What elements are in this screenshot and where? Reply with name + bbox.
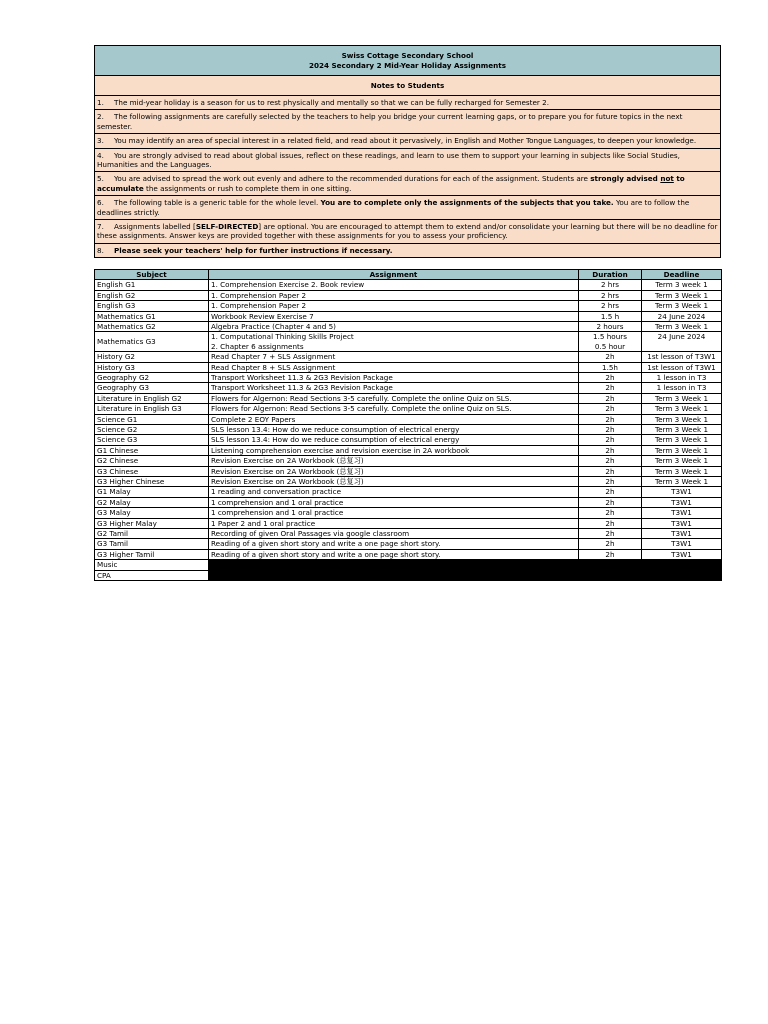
table-row [95, 497, 722, 507]
document-title: 2024 Secondary 2 Mid-Year Holiday Assignments [309, 60, 506, 70]
cell-assignment [209, 372, 579, 382]
cell-deadline: Term 3 week 1 [642, 280, 722, 290]
cell-assignment [209, 280, 579, 290]
duration-line: 2h [605, 424, 615, 434]
note-row [95, 172, 721, 196]
cell-duration [579, 372, 642, 382]
assignment-line: SLS lesson 13.4: How do we reduce consumption of electrical energy [211, 435, 460, 445]
assignment-sheet [94, 45, 721, 581]
assignment-line: 1 reading and conversation practice [211, 487, 342, 497]
duration-line: 2h [605, 445, 615, 455]
cell-duration [579, 321, 642, 331]
assignment-line: 1. Comprehension Paper 2 [211, 301, 307, 311]
sheet-title [95, 46, 721, 76]
table-row [95, 487, 722, 497]
cell-subject: G1 Chinese [95, 445, 209, 455]
cell-assignment [209, 301, 579, 311]
table-row [95, 311, 722, 321]
note-text: You are to follow the deadlines strictly. [97, 198, 690, 217]
assignment-line: 1. Computational Thinking Skills Project [211, 332, 354, 342]
cell-deadline: T3W1 [642, 497, 722, 507]
note-text: You are strongly advised to read about global issues, reflect on these readings, and learn to use them to support your learning in subjects like Social Studies, Humanities and the Languages. [97, 150, 680, 170]
note-item [95, 110, 721, 134]
assignment-line: 1 comprehension and 1 oral practice [211, 497, 344, 507]
table-row [95, 477, 722, 487]
cell-subject: G1 Malay [95, 487, 209, 497]
table-row [95, 466, 722, 476]
cell-duration [579, 539, 642, 549]
cell-subject: G3 Higher Malay [95, 518, 209, 528]
cell-deadline: Term 3 Week 1 [642, 414, 722, 424]
assignment-line: SLS lesson 13.4: How do we reduce consumption of electrical energy [211, 424, 460, 434]
cell-assignment [209, 383, 579, 393]
cell-subject: G2 Tamil [95, 529, 209, 539]
cell-deadline: 1 lesson in T3 [642, 372, 722, 382]
cell-subject: English G2 [95, 290, 209, 300]
cell-duration [579, 393, 642, 403]
cell-assignment [209, 311, 579, 321]
title-row [95, 46, 721, 76]
cell-deadline: Term 3 Week 1 [642, 477, 722, 487]
cell-assignment [209, 321, 579, 331]
note-number: 6. [97, 198, 104, 208]
cell-subject: History G2 [95, 352, 209, 362]
table-row [95, 321, 722, 331]
cell-duration [579, 518, 642, 528]
cell-assignment [209, 466, 579, 476]
cell-subject: CPA [95, 570, 209, 580]
notes-heading: Notes to Students [95, 76, 721, 96]
cell-deadline: Term 3 Week 1 [642, 424, 722, 434]
cell-duration [579, 383, 642, 393]
cell-deadline: Term 3 Week 1 [642, 435, 722, 445]
cell-duration [579, 477, 642, 487]
duration-line: 2h [605, 372, 615, 382]
column-header-subject: Subject [95, 270, 209, 280]
cell-assignment [209, 549, 579, 559]
cell-assignment [209, 477, 579, 487]
cell-assignment [209, 518, 579, 528]
cell-duration [579, 332, 642, 352]
duration-line: 1.5h [602, 362, 618, 372]
duration-line: 1.5 hours [593, 332, 627, 342]
note-item [95, 134, 721, 148]
table-row [95, 404, 722, 414]
duration-line: 2h [605, 539, 615, 549]
cell-subject: Mathematics G1 [95, 311, 209, 321]
assignment-line: Revision Exercise on 2A Workbook (总复习) [211, 456, 364, 466]
notes-table [94, 45, 721, 258]
cell-duration [579, 290, 642, 300]
note-emphasis: Please seek your teachers' help for further instructions if necessary. [114, 245, 393, 255]
notes-heading-row [95, 76, 721, 96]
note-item [95, 243, 721, 257]
cell-deadline: T3W1 [642, 539, 722, 549]
cell-assignment [209, 497, 579, 507]
duration-line: 2h [605, 414, 615, 424]
cell-assignment [209, 404, 579, 414]
table-row [95, 435, 722, 445]
table-row [95, 549, 722, 559]
cell-assignment [209, 445, 579, 455]
cell-deadline: 24 June 2024 [642, 311, 722, 321]
assignment-line: Revision Exercise on 2A Workbook (总复习) [211, 477, 364, 486]
duration-line: 1.5 h [600, 311, 620, 321]
cell-subject: Mathematics G3 [95, 332, 209, 352]
note-item [95, 148, 721, 172]
cell-deadline: Term 3 Week 1 [642, 466, 722, 476]
note-text: the assignments or rush to complete them in one sitting. [143, 183, 352, 193]
table-row [95, 362, 722, 372]
assignment-line: Transport Worksheet 11.3 & 2G3 Revision Package [211, 372, 393, 382]
cell-assignment [209, 393, 579, 403]
table-row [95, 383, 722, 393]
cell-deadline: T3W1 [642, 508, 722, 518]
table-row [95, 529, 722, 539]
cell-subject: English G1 [95, 280, 209, 290]
assignments-table [94, 269, 722, 581]
cell-subject: English G3 [95, 301, 209, 311]
table-row [95, 560, 722, 570]
table-row [95, 332, 722, 352]
cell-subject: Literature in English G2 [95, 393, 209, 403]
cell-deadline: 1st lesson of T3W1 [642, 352, 722, 362]
table-row [95, 414, 722, 424]
table-row [95, 290, 722, 300]
cell-subject: G2 Chinese [95, 456, 209, 466]
assignment-line: Flowers for Algernon: Read Sections 3-5 carefully. Complete the online Quiz on SLS. [211, 404, 512, 414]
table-row [95, 570, 722, 580]
note-row [95, 243, 721, 257]
cell-subject: Music [95, 560, 209, 570]
cell-deadline: 1 lesson in T3 [642, 383, 722, 393]
assignment-line: Reading of a given short story and write a one page short story. [211, 549, 441, 559]
assignment-line: Read Chapter 8 + SLS Assignment [211, 362, 336, 372]
table-row [95, 393, 722, 403]
cell-subject: Mathematics G2 [95, 321, 209, 331]
note-number: 2. [97, 112, 104, 122]
note-row [95, 196, 721, 220]
school-name: Swiss Cottage Secondary School [341, 51, 474, 61]
cell-duration [579, 352, 642, 362]
duration-line: 2h [605, 435, 615, 445]
cell-duration [579, 435, 642, 445]
cell-subject: Literature in English G3 [95, 404, 209, 414]
note-item [95, 96, 721, 110]
cell-subject: G2 Malay [95, 497, 209, 507]
column-header-deadline: Deadline [642, 270, 722, 280]
note-row [95, 110, 721, 134]
cell-subject: History G3 [95, 362, 209, 372]
duration-line: 2 hrs [600, 290, 620, 300]
note-item [95, 172, 721, 196]
duration-line: 2h [605, 518, 615, 528]
assignment-line: 1. Comprehension Paper 2 [211, 290, 307, 300]
duration-line: 2h [605, 383, 615, 393]
cell-duration [579, 445, 642, 455]
table-row [95, 445, 722, 455]
cell-deadline: Term 3 Week 1 [642, 445, 722, 455]
cell-assignment [209, 435, 579, 445]
cell-deadline: 1st lesson of T3W1 [642, 362, 722, 372]
cell-assignment [209, 362, 579, 372]
cell-duration [579, 466, 642, 476]
note-text: The mid-year holiday is a season for us to rest physically and mentally so that we can be fully recharged for Semester 2. [114, 98, 550, 107]
cell-assignment [209, 424, 579, 434]
duration-line: 2h [605, 352, 615, 362]
note-row [95, 96, 721, 110]
table-row [95, 301, 722, 311]
duration-line: 2h [605, 404, 615, 414]
assignment-line: Algebra Practice (Chapter 4 and 5) [211, 321, 336, 331]
duration-line: 2h [605, 497, 615, 507]
assignment-line: Revision Exercise on 2A Workbook (总复习) [211, 466, 364, 476]
duration-line: 2 hrs [600, 280, 620, 290]
cell-assignment [209, 456, 579, 466]
table-row [95, 424, 722, 434]
table-row [95, 456, 722, 466]
cell-duration [579, 362, 642, 372]
filled-cell [209, 560, 722, 570]
cell-duration [579, 456, 642, 466]
column-header-assignment: Assignment [209, 270, 579, 280]
column-header-duration: Duration [579, 270, 642, 280]
cell-assignment [209, 487, 579, 497]
cell-deadline: Term 3 Week 1 [642, 456, 722, 466]
table-row [95, 352, 722, 362]
note-row [95, 134, 721, 148]
cell-deadline: Term 3 Week 1 [642, 404, 722, 414]
assignment-line: Flowers for Algernon: Read Sections 3-5 carefully. Complete the online Quiz on SLS. [211, 393, 512, 403]
assignment-line: Transport Worksheet 11.3 & 2G3 Revision Package [211, 383, 393, 393]
duration-line: 2h [605, 529, 615, 539]
cell-duration [579, 301, 642, 311]
note-text: ] are optional. You are encouraged to attempt them to extend and/or consolidate your learning but there will be no deadline for these assignments. Answer keys are provided together with these assignments for you to assess your proficiency. [97, 222, 718, 241]
cell-subject: Science G1 [95, 414, 209, 424]
cell-deadline: Term 3 Week 1 [642, 393, 722, 403]
cell-assignment [209, 332, 579, 352]
note-emphasis: You are to complete only the assignments of the subjects that you take. [320, 198, 614, 208]
assignment-line: Listening comprehension exercise and revision exercise in 2A workbook [211, 445, 470, 455]
assignment-line: 2. Chapter 6 assignments [211, 341, 304, 351]
note-item [95, 220, 721, 244]
table-row [95, 372, 722, 382]
assignment-line: Complete 2 EOY Papers [211, 414, 296, 424]
note-number: 1. [97, 98, 104, 107]
cell-assignment [209, 539, 579, 549]
note-emphasis: strongly advised [590, 174, 661, 184]
cell-deadline: T3W1 [642, 549, 722, 559]
duration-line: 2h [605, 487, 615, 497]
cell-assignment [209, 529, 579, 539]
cell-deadline: T3W1 [642, 487, 722, 497]
table-row [95, 508, 722, 518]
duration-line: 2h [605, 456, 615, 466]
cell-duration [579, 404, 642, 414]
cell-subject: G3 Malay [95, 508, 209, 518]
cell-deadline: 24 June 2024 [642, 332, 722, 352]
cell-subject: G3 Tamil [95, 539, 209, 549]
duration-line: 2h [605, 393, 615, 403]
cell-duration [579, 280, 642, 290]
cell-assignment [209, 352, 579, 362]
note-text: You are advised to spread the work out evenly and adhere to the recommended durations for each of the assignment. Students are [114, 174, 591, 184]
cell-duration [579, 549, 642, 559]
duration-line: 2 hrs [600, 301, 620, 311]
cell-subject: Science G3 [95, 435, 209, 445]
duration-line: 2h [605, 549, 615, 559]
cell-duration [579, 529, 642, 539]
note-number: 4. [97, 150, 104, 160]
table-row [95, 280, 722, 290]
cell-deadline: Term 3 Week 1 [642, 301, 722, 311]
cell-subject: G3 Higher Chinese [95, 477, 209, 487]
table-row [95, 539, 722, 549]
cell-duration [579, 311, 642, 321]
cell-deadline: Term 3 Week 1 [642, 321, 722, 331]
duration-line: 2h [605, 477, 615, 486]
cell-subject: Geography G3 [95, 383, 209, 393]
cell-deadline: Term 3 Week 1 [642, 290, 722, 300]
cell-assignment [209, 414, 579, 424]
assignment-line: Workbook Review Exercise 7 [211, 311, 314, 321]
note-text: The following assignments are carefully selected by the teachers to help you bridge your current learning gaps, or to prepare you for future topics in the next semester. [97, 112, 683, 131]
note-text: The following table is a generic table for the whole level. [114, 198, 321, 208]
assignment-line: 1 comprehension and 1 oral practice [211, 508, 344, 518]
assignment-line: Recording of given Oral Passages via google classroom [211, 529, 410, 539]
duration-line: 2h [605, 466, 615, 476]
cell-subject: Geography G2 [95, 372, 209, 382]
note-text: Assignments labelled [ [114, 222, 196, 232]
note-number: 3. [97, 136, 104, 146]
note-text: You may identify an area of special interest in a related field, and read about it pervasively, in English and Mother Tongue Languages, to deepen your knowledge. [114, 136, 697, 146]
cell-assignment [209, 508, 579, 518]
cell-duration [579, 414, 642, 424]
note-number: 7. [97, 222, 104, 232]
table-row [95, 518, 722, 528]
note-emphasis: to accumulate [97, 174, 685, 193]
duration-line: 2h [605, 508, 615, 518]
assignment-line: 1. Comprehension Exercise 2. Book review [211, 280, 365, 290]
cell-duration [579, 487, 642, 497]
note-underline: not [660, 174, 674, 184]
cell-deadline: T3W1 [642, 518, 722, 528]
cell-subject: G3 Higher Tamil [95, 549, 209, 559]
note-emphasis: SELF-DIRECTED [195, 222, 259, 232]
cell-subject: Science G2 [95, 424, 209, 434]
cell-duration [579, 424, 642, 434]
table-header-row [95, 270, 722, 280]
cell-assignment [209, 290, 579, 300]
duration-line: 0.5 hour [594, 341, 626, 351]
filled-cell [209, 570, 722, 580]
note-number: 5. [97, 174, 104, 184]
assignment-line: 1 Paper 2 and 1 oral practice [211, 518, 316, 528]
assignment-line: Reading of a given short story and write a one page short story. [211, 539, 441, 549]
note-row [95, 148, 721, 172]
cell-duration [579, 508, 642, 518]
cell-deadline: T3W1 [642, 529, 722, 539]
duration-line: 2 hours [596, 321, 624, 331]
cell-duration [579, 497, 642, 507]
cell-subject: G3 Chinese [95, 466, 209, 476]
assignment-line: Read Chapter 7 + SLS Assignment [211, 352, 336, 362]
note-item [95, 196, 721, 220]
note-row [95, 220, 721, 244]
note-number: 8. [97, 245, 104, 255]
